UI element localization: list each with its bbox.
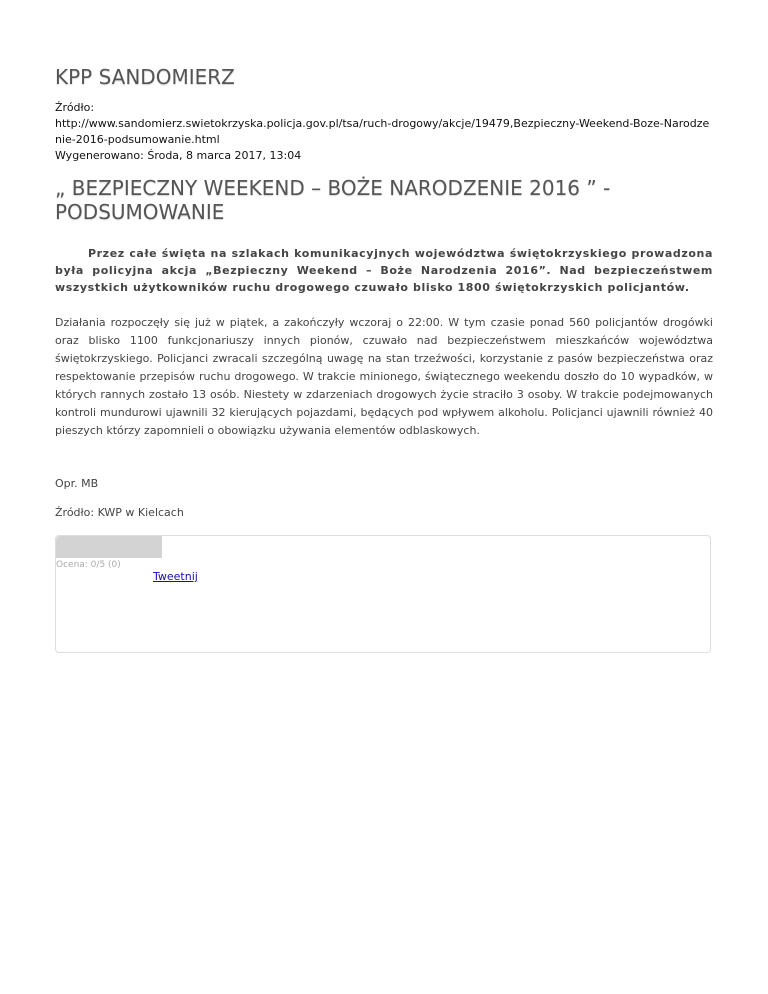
article-source: Źródło: KWP w Kielcach — [55, 506, 184, 519]
tweet-link[interactable]: Tweetnij — [153, 570, 198, 583]
site-title: KPP SANDOMIERZ — [55, 65, 235, 89]
rating-text: Ocena: 0/5 (0) — [56, 560, 121, 570]
generated-date: Wygenerowano: Środa, 8 marca 2017, 13:04 — [55, 149, 302, 162]
article-body: Działania rozpoczęły się już w piątek, a zakończyły wczoraj o 22:00. W tym czasie ponad 560 policjantów drogówki oraz blisko 1100 funkcjonariuszy innych pionów, czuwało nad bezpieczeństwem mieszkańców województwa świętokrzyskiego. Policjanci zwracali szczególną uwagę na stan trzeźwości, korzystanie z pasów bezpieczeństwa oraz respektowanie przepisów ruchu drogowego. W trakcie minionego, świątecznego weekendu doszło do 10 wypadków, w których rannych zostało 13 osób. Niestety w zdarzeniach drogowych życie straciło 3 osoby. W trakcie podejmowanych kontroli mundurowi ujawnili 32 kierujących pojazdami, będących pod wpływem alkoholu. Policjanci ujawnili również 40 pieszych którzy zapomnieli o obowiązku używania elementów odblaskowych. — [55, 316, 713, 437]
article-title: „ BEZPIECZNY WEEKEND – BOŻE NARODZENIE 2016 ” - PODSUMOWANIE — [55, 176, 611, 224]
source-url: http://www.sandomierz.swietokrzyska.policja.gov.pl/tsa/ruch-drogowy/akcje/19479,Bezpieczny-Weekend-Boze-Narodzenie-2016-podsumowanie.html — [55, 117, 710, 146]
rating-box — [55, 535, 711, 653]
rating-stars[interactable] — [56, 536, 162, 558]
source-label: Źródło: — [55, 101, 95, 114]
article-author: Opr. MB — [55, 477, 99, 490]
article-lead: Przez całe święta na szlakach komunikacyjnych województwa świętokrzyskiego prowadzona była policyjna akcja „Bezpieczny Weekend – Boże Narodzenia 2016”. Nad bezpieczeństwem wszystkich użytkowników ruchu drogowego czuwało blisko 1800 świętokrzyskich policjantów. — [55, 247, 713, 294]
source-meta — [55, 100, 713, 164]
